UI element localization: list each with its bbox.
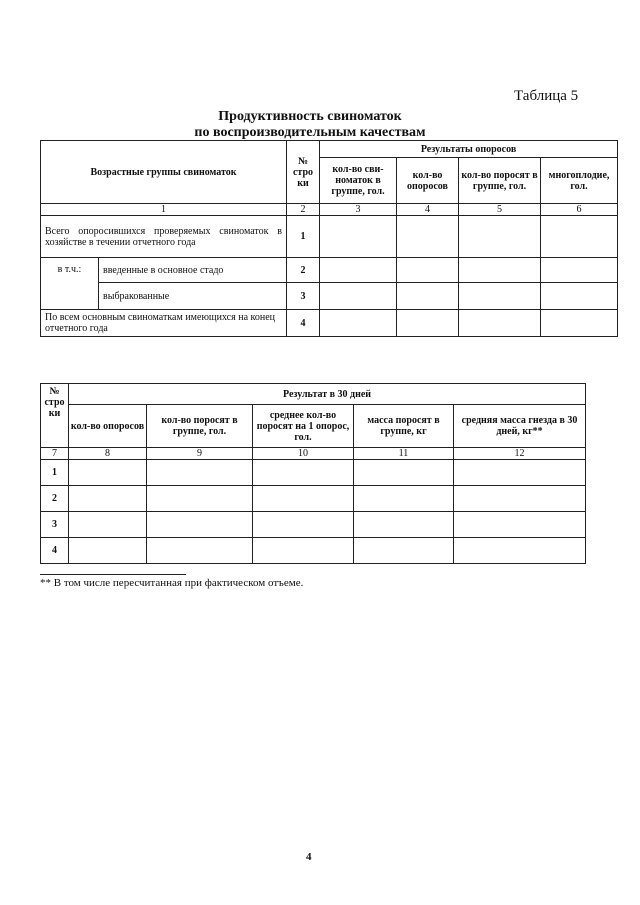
index-cell: 8 [69,448,147,460]
row-label: По всем основным свиноматкам имеющихся на конец отчетного года [41,310,287,337]
footnote-divider [40,574,186,575]
input-cell[interactable] [354,486,454,512]
table-row [41,310,618,337]
header-farrowing-results: Результаты опоросов [320,141,618,158]
input-cell[interactable] [397,258,459,283]
input-cell[interactable] [320,258,397,283]
header-farrowings-count: кол-во опоросов [397,158,459,204]
index-cell: 11 [354,448,454,460]
title-line-1: Продуктивность свиноматок [218,109,402,124]
input-cell[interactable] [354,538,454,564]
input-cell[interactable] [253,486,354,512]
row-number: 2 [41,486,69,512]
document-title [160,109,460,141]
input-cell[interactable] [541,258,618,283]
input-cell[interactable] [253,460,354,486]
header-sows-count: кол-во сви-номаток в группе, гол. [320,158,397,204]
title-line-2: по воспроизводительным качествам [194,125,426,140]
input-cell[interactable] [147,538,253,564]
input-cell[interactable] [541,283,618,310]
input-cell[interactable] [459,216,541,258]
row-prefix: в т.ч.: [41,258,99,310]
header-piglets-count: кол-во поросят в группе, гол. [459,158,541,204]
input-cell[interactable] [354,460,454,486]
input-cell[interactable] [69,460,147,486]
row-label: Всего опоросившихся проверяемых свиноматок в хозяйстве в течении отчетного года [41,216,287,258]
input-cell[interactable] [459,283,541,310]
input-cell[interactable] [69,538,147,564]
header-prolificacy: многоплодие, гол. [541,158,618,204]
input-cell[interactable] [459,258,541,283]
index-cell: 5 [459,204,541,216]
index-cell: 2 [287,204,320,216]
header-piglet-mass: масса поросят в группе, кг [354,405,454,448]
index-cell: 7 [41,448,69,460]
row-number: 1 [287,216,320,258]
table-row [41,538,586,564]
input-cell[interactable] [147,486,253,512]
index-cell: 12 [454,448,586,460]
index-cell: 9 [147,448,253,460]
index-cell: 1 [41,204,287,216]
input-cell[interactable] [320,310,397,337]
row-number: 3 [287,283,320,310]
header-age-groups: Возрастные группы свиноматок [41,141,287,204]
input-cell[interactable] [397,216,459,258]
input-cell[interactable] [454,486,586,512]
input-cell[interactable] [69,486,147,512]
sow-productivity-table [40,140,618,337]
row-label: выбракованные [99,283,287,310]
input-cell[interactable] [454,512,586,538]
input-cell[interactable] [454,538,586,564]
index-cell: 3 [320,204,397,216]
table-number-label: Таблица 5 [514,88,579,104]
input-cell[interactable] [253,512,354,538]
input-cell[interactable] [541,216,618,258]
header-30-day-result: Результат в 30 дней [69,384,586,405]
input-cell[interactable] [397,310,459,337]
input-cell[interactable] [541,310,618,337]
index-cell: 6 [541,204,618,216]
thirty-day-results-table [40,383,586,564]
header-row-number: № стро ки [41,384,69,448]
input-cell[interactable] [69,512,147,538]
input-cell[interactable] [147,460,253,486]
index-cell: 10 [253,448,354,460]
table-row [41,283,618,310]
row-number: 1 [41,460,69,486]
index-cell: 4 [397,204,459,216]
header-piglets-count: кол-во поросят в группе, гол. [147,405,253,448]
row-number: 4 [287,310,320,337]
header-row-number: № стро ки [287,141,320,204]
input-cell[interactable] [320,216,397,258]
input-cell[interactable] [253,538,354,564]
footnote: ** В том числе пересчитанная при фактическом отъеме. [40,577,304,589]
row-number: 4 [41,538,69,564]
header-avg-piglets: среднее кол-во поросят на 1 опорос, гол. [253,405,354,448]
input-cell[interactable] [397,283,459,310]
table-row [41,216,618,258]
row-number: 2 [287,258,320,283]
input-cell[interactable] [459,310,541,337]
header-avg-nest-mass: средняя масса гнезда в 30 дней, кг** [454,405,586,448]
input-cell[interactable] [320,283,397,310]
input-cell[interactable] [147,512,253,538]
input-cell[interactable] [454,460,586,486]
header-farrowings-count: кол-во опоросов [69,405,147,448]
row-label: введенные в основное стадо [99,258,287,283]
row-number: 3 [41,512,69,538]
page-number: 4 [306,851,312,863]
table-row [41,258,618,283]
input-cell[interactable] [354,512,454,538]
table-row [41,460,586,486]
table-row [41,512,586,538]
table-row [41,486,586,512]
